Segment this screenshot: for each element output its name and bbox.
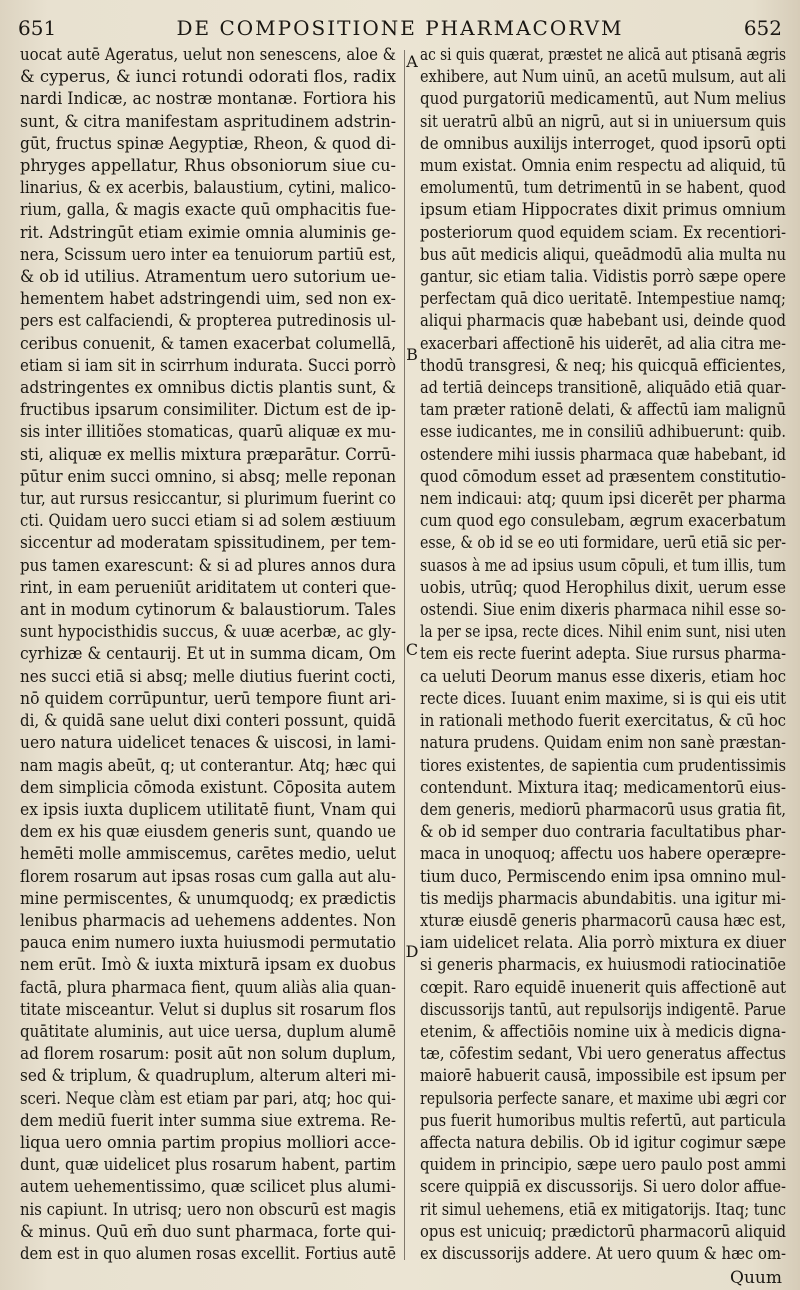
left-text-column xyxy=(20,44,396,1266)
text-line: nis capiunt. In utrisq; uero non obscurū est magis xyxy=(20,1199,396,1220)
text-line: gantur, sic etiam talia. Vidistis porrò sæpe opere xyxy=(420,267,786,288)
text-line: phryges appellatur, Rhus obsoniorum siue cu- xyxy=(20,156,396,177)
text-line: tur, aut rursus resiccantur, si plurimum fuerint co xyxy=(20,489,396,510)
text-line: tæ, cōfestim sedant, Vbi uero generatus affectus xyxy=(420,1044,786,1065)
running-title: DE COMPOSITIONE PHARMACORVM xyxy=(176,16,624,40)
text-line: etenim, & affectiōis nomine uix à medicis digna- xyxy=(420,1021,786,1042)
text-line: sunt hypocisthidis succus, & uuæ acerbæ, ac gly- xyxy=(20,622,396,643)
text-line: titate misceantur. Velut si duplus sit rosarum flos xyxy=(20,999,396,1020)
text-line: nō quidem corrūpuntur, uerū tempore fiunt ari- xyxy=(20,688,396,709)
text-line: emolumentū, tum detrimentū in se habent, quod xyxy=(420,178,786,199)
text-line: autem uehementissimo, quæ scilicet plus alumi- xyxy=(20,1177,396,1198)
text-line: exacerbari affectionē his uiderēt, ad alia citra me- xyxy=(420,333,786,354)
text-line: thodū transgresi, & neq; his quicquā efficientes, xyxy=(420,355,786,376)
text-line: aliqui pharmacis quæ habebant usi, deinde quod xyxy=(420,311,786,332)
text-line: nem erūt. Imò & iuxta mixturā ipsam ex duobus xyxy=(20,955,396,976)
text-line: gūt, fructus spinæ Aegyptiæ, Rheon, & quod di- xyxy=(20,133,396,154)
text-line: ac si quis quærat, præstet ne alicā aut ptisanā ægris xyxy=(420,45,786,65)
text-line: quātitate aluminis, aut uice uersa, duplum alumē xyxy=(20,1021,396,1042)
text-line: florem rosarum aut ipsas rosas cum galla aut alu- xyxy=(20,866,396,887)
text-line: de omnibus auxilijs interroget, quod ipsorū opti xyxy=(420,133,786,154)
text-line: sit ueratrū albū an nigrū, aut si in uniuersum quis xyxy=(420,111,786,132)
text-line: pus tamen exarescunt: & si ad plures annos dura xyxy=(20,555,396,576)
text-line: si generis pharmacis, ex huiusmodi ratiocinatiōe xyxy=(420,955,786,976)
margin-letter-d: D xyxy=(405,942,419,961)
text-line: & cyperus, & iunci rotundi odorati flos, radix xyxy=(20,67,396,88)
text-line: liqua uero omnia partim propius molliori acce- xyxy=(20,1132,396,1153)
text-line: pers est calfaciendi, & propterea putredinosis ul- xyxy=(20,311,396,332)
text-line: hementem habet adstringendi uim, sed non ex- xyxy=(20,289,396,310)
text-line: linarius, & ex acerbis, balaustium, cytini, malico- xyxy=(20,178,396,199)
text-line: hemēti molle ammiscemus, carētes medio, uelut xyxy=(20,844,396,865)
text-line: & ob id utilius. Atramentum uero sutorium ue- xyxy=(20,267,396,288)
text-line: mine permiscentes, & unumquodq; ex prædictis xyxy=(20,888,396,909)
text-line xyxy=(420,1265,786,1266)
text-line: tem eis recte fuerint adepta. Siue rursus pharma- xyxy=(420,644,786,665)
text-line: ostendi. Siue enim dixeris pharmaca nihil esse so- xyxy=(420,600,786,621)
text-line: adstringentes ex omnibus dictis plantis sunt, & xyxy=(20,378,396,399)
text-line: opus est unicuiq; prædictorū pharmacorū aliquid xyxy=(420,1221,786,1242)
text-line: perfectam quā dico ueritatē. Intempestiue namq; xyxy=(420,289,786,310)
text-line: ostendere mihi iussis pharmaca quæ habebant, id xyxy=(420,444,786,465)
text-line: ant in modum cytinorum & balaustiorum. Tales xyxy=(20,600,396,621)
text-line: mum existat. Omnia enim respectu ad aliquid, tū xyxy=(420,156,786,177)
right-text-column xyxy=(420,44,786,1266)
text-line: ad tertiā deinceps transitionē, aliquādo etiā quar- xyxy=(420,378,786,399)
text-line: nardi Indicæ, ac nostræ montanæ. Fortiora his xyxy=(20,89,396,110)
text-line: ipsum etiam Hippocrates dixit primus omnium xyxy=(420,200,786,221)
text-line: nera, Scissum uero inter ea tenuiorum partiū est, xyxy=(20,244,396,265)
text-line: nes succi etiā si absq; melle diutius fuerint cocti, xyxy=(20,666,396,687)
text-line: dem simplicia cōmoda existunt. Cōposita autem xyxy=(20,777,396,798)
text-line: ceribus conuenit, & tamen exacerbat columellā, xyxy=(20,333,396,354)
text-line: etiam si iam sit in scirrhum indurata. Succi porrò xyxy=(20,355,396,376)
text-line xyxy=(20,1265,396,1266)
text-line: ad florem rosarum: posit aūt non solum duplum, xyxy=(20,1044,396,1065)
text-line: contendunt. Mixtura itaq; medicamentorū eius- xyxy=(420,777,786,798)
text-line: rit. Adstringūt etiam eximie omnia aluminis ge- xyxy=(20,222,396,243)
text-line: cœpit. Raro equidē inuenerit quis affectionē aut xyxy=(420,977,786,998)
text-line: dem ex his quæ eiusdem generis sunt, quando ue xyxy=(20,822,396,843)
text-line: quod purgatoriū medicamentū, aut Num melius xyxy=(420,89,786,110)
text-line: maca in unoquoq; affectu uos habere operæpre- xyxy=(420,844,786,865)
text-line: repulsoria perfecte sanare, et maxime ubi ægri cor xyxy=(420,1088,786,1109)
text-line: nam magis abeūt, q; ut conterantur. Atq; hæc qui xyxy=(20,755,396,776)
text-line: lenibus pharmacis ad uehemens addentes. Non xyxy=(20,910,396,931)
text-line: tiores existentes, de sapientia cum prudentissimis xyxy=(420,755,786,776)
text-line: dem est in quo alumen rosas excellit. Fortius autē xyxy=(20,1243,396,1264)
text-line: tis medijs pharmacis abundabitis. una igitur mi- xyxy=(420,888,786,909)
text-line: discussorijs tantū, aut repulsorijs indigentē. Parue xyxy=(420,999,786,1020)
page-number-right: 652 xyxy=(743,16,782,40)
text-line: pūtur enim succi omnino, si absq; melle reponan xyxy=(20,466,396,487)
text-line: cyrhizæ & centaurij. Et ut in summa dicam, Om xyxy=(20,644,396,665)
text-line: iam uidelicet relata. Alia porrò mixtura ex diuer xyxy=(420,933,786,954)
text-line: ex discussorijs addere. At uero quum & hæc om- xyxy=(420,1243,786,1264)
text-line: nem indicaui: atq; quum ipsi dicerēt per pharma xyxy=(420,489,786,510)
text-line: exhibere, aut Num uinū, an acetū mulsum, aut ali xyxy=(420,67,786,88)
text-line: uero natura uidelicet tenaces & uiscosi, in lami- xyxy=(20,733,396,754)
text-line: tam præter rationē delati, & affectū iam malignū xyxy=(420,400,786,421)
page-header xyxy=(0,0,800,50)
text-line: bus aūt medicis aliqui, queādmodū alia multa nu xyxy=(420,244,786,265)
text-line: dem generis, mediorū pharmacorū usus gratia fit, xyxy=(420,799,786,820)
text-line: suasos à me ad ipsius usum cōpuli, et tum illis, tum xyxy=(420,555,786,576)
text-line: cti. Quidam uero succi etiam si ad solem æstiuum xyxy=(20,511,396,532)
text-line: sceri. Neque clàm est etiam par pari, atq; hoc qui- xyxy=(20,1088,396,1109)
text-line: quod cōmodum esset ad præsentem constitutio- xyxy=(420,466,786,487)
margin-letter-c: C xyxy=(405,640,419,659)
text-line: esse iudicantes, me in consiliū adhibuerunt: quib. xyxy=(420,422,786,443)
catchword: Quum xyxy=(730,1268,782,1288)
text-line: esse, & ob id se eo uti formidare, uerū etiā sic per- xyxy=(420,533,786,554)
text-line: factā, plura pharmaca fient, quum aliàs alia quan- xyxy=(20,977,396,998)
text-line: dunt, quæ uidelicet plus rosarum habent, partim xyxy=(20,1155,396,1176)
text-line: rint, in eam perueniūt ariditatem ut conteri que- xyxy=(20,577,396,598)
text-line: siccentur ad moderatam spissitudinem, per tem- xyxy=(20,533,396,554)
text-line: di, & quidā sane uelut dixi conteri possunt, quidā xyxy=(20,711,396,732)
text-line: sti, aliquæ ex mellis mixtura præparātur. Corrū- xyxy=(20,444,396,465)
margin-letter-a: A xyxy=(406,52,418,71)
page-number-left: 651 xyxy=(18,16,57,40)
text-line: pauca enim numero iuxta huiusmodi permutatio xyxy=(20,933,396,954)
text-line: tium duco, Permiscendo enim ipsa omnino mul- xyxy=(420,866,786,887)
text-line: rit simul uehemens, etiā ex mitigatorijs. Itaq; tunc xyxy=(420,1199,786,1220)
text-line: ca ueluti Deorum manus esse dixeris, etiam hoc xyxy=(420,666,786,687)
text-line: posteriorum quod equidem sciam. Ex recentiori- xyxy=(420,222,786,243)
text-line: uobis, utrūq; quod Herophilus dixit, uerum esse xyxy=(420,577,786,598)
text-line: scere quippiā ex discussorijs. Si uero dolor affue- xyxy=(420,1177,786,1198)
text-line: la per se ipsa, recte dices. Nihil enim sunt, nisi uten xyxy=(420,622,786,643)
margin-letter-b: B xyxy=(406,345,418,364)
text-line: fructibus ipsarum consimiliter. Dictum est de ip- xyxy=(20,400,396,421)
text-line: sis inter illitiões stomaticas, quarū aliquæ ex mu- xyxy=(20,422,396,443)
text-line: sunt, & citra manifestam aspritudinem adstrin- xyxy=(20,111,396,132)
text-line: pus fuerit humoribus multis refertū, aut particula xyxy=(420,1110,786,1131)
text-line: sed & triplum, & quadruplum, alterum alteri mi- xyxy=(20,1066,396,1087)
text-line: uocat autē Ageratus, uelut non senescens, aloe & xyxy=(20,45,396,65)
text-line: & ob id semper duo contraria facultatibus phar- xyxy=(420,822,786,843)
text-line: recte dices. Iuuant enim maxime, si is qui eis utit xyxy=(420,688,786,709)
text-line: rium, galla, & magis exacte quū omphacitis fue- xyxy=(20,200,396,221)
text-line: cum quod ego consulebam, ægrum exacerbatum xyxy=(420,511,786,532)
text-line: affecta natura debilis. Ob id igitur cogimur sæpe xyxy=(420,1132,786,1153)
text-line: quidem in principio, sæpe uero paulo post ammi xyxy=(420,1155,786,1176)
text-line: ex ipsis iuxta duplicem utilitatē fiunt, Vnam qui xyxy=(20,799,396,820)
text-line: natura prudens. Quidam enim non sanè præstan- xyxy=(420,733,786,754)
text-line: in rationali methodo fuerit exercitatus, & cū hoc xyxy=(420,711,786,732)
text-line: xturæ eiusdē generis pharmacorū causa hæc est, xyxy=(420,910,786,931)
text-line: & minus. Quū em̄ duo sunt pharmaca, forte qui- xyxy=(20,1221,396,1242)
text-line: maiorē habuerit causā, impossibile est ipsum per xyxy=(420,1066,786,1087)
text-line: dem mediū fuerit inter summa siue extrema. Re- xyxy=(20,1110,396,1131)
